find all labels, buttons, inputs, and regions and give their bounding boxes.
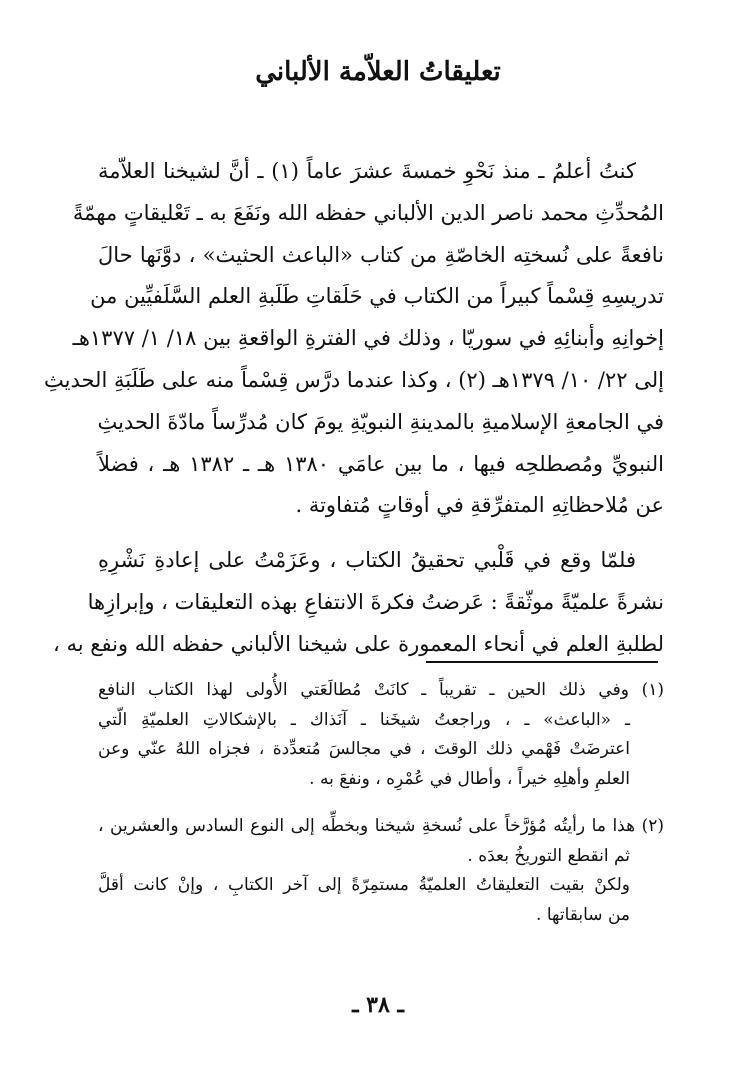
footnote-1 [98,676,664,794]
main-text [44,151,664,666]
paragraph-2 [53,540,664,665]
footnote-separator [426,661,658,663]
text-line: فلمّا وقع في قَلْبي تحقيقُ الكتاب ، وعَزَمْتُ على إعادةِ نَشْرِهِ [98,548,636,573]
text-line: النبويِّ ومُصطلحِه فيها ، ما بين عامَي ١٣٨٠ هـ ـ ١٣٨٢ هـ ، فضلاً [98,451,664,476]
text-line: إخوانِهِ وأبنائِهِ في سوريّا ، وذلك في الفترةِ الواقعةِ بين ١٨/ ١/ ١٣٧٧هـ [72,326,664,351]
footnote-line: ولكنْ بقيت التعليقاتُ العلميّةُ مستمِرّةً إلى آخر الكتابِ ، وإنْ كانت أقلَّ [98,875,630,895]
footnote-line: ثم انقطع التوريخُ بعدَه . [467,845,630,866]
footnotes [98,676,664,948]
footnote-line: اعترضَتْ فَهْمي ذلك الوقتَ ، في مجالسَ مُتعدِّدة ، فجزاه اللهُ عنّي وعن [98,739,630,759]
paragraph-gap [98,527,664,540]
footnote-line: من سابقاتها . [536,904,630,925]
text-line: في الجامعةِ الإسلاميةِ بالمدينةِ النبويّةِ يومَ كان مُدرِّساً مادّةَ الحديثِ [97,409,664,434]
footnote-line: (٢) هذا ما رأيتُه مُؤرَّخاً على نُسخةِ شيخنا وبخطِّه إلى النوع السادس والعشرين ، [98,816,664,836]
running-header: تعليقاتُ العلاّمة الألباني [255,57,501,87]
text-line: نشرةً علميّةً موثّقةً : عَرضتُ فكرةَ الانتفاعِ بهذه التعليقات ، وإبرازِها [87,589,664,614]
text-line: كنتُ أعلمُ ـ منذ نَحْوِ خمسةَ عشرَ عاماً (١) ـ أنَّ لشيخنا العلاّمة [98,159,636,183]
text-line: لطلبةِ العلم في أنحاء المعمورة على شيخنا الألباني حفظه الله ونفع به ، [53,631,664,656]
text-line: إلى ٢٢/ ١٠/ ١٣٧٩هـ (٢) ، وكذا عندما درَّس قِسْماً منه على طَلَبَةِ الحديثِ [44,367,664,392]
text-line: تدريسِهِ قِسْماً كبيراً من الكتاب في حَلَقاتِ طَلَبةِ العلم السَّلَفيِّين من [90,284,664,309]
text-line: المُحدِّثِ محمد ناصر الدين الألباني حفظه الله ونَفَعَ به ـ تَعْليقاتٍ مهمّةً [72,200,664,225]
text-line: عن مُلاحظاتِهِ المتفرِّقةِ في أوقاتٍ مُتفاوتة . [295,493,664,518]
text-line: نافعةً على نُسختِه الخاصّةِ من كتاب «الباعث الحثيث» ، دوَّنَها حالَ [98,242,664,267]
page-number: ـ ٣٨ ـ [352,992,404,1018]
footnote-line: ـ «الباعث» ـ ، وراجعتُ شيخَنا ـ آنَذاك ـ بالإشكالاتِ العلميّةِ الّتي [98,709,630,730]
paragraph-1 [44,151,664,527]
footnote-line: (١) وفي ذلك الحين ـ تقريباً ـ كانَتْ مُطالَعَتي الأُولى لهذا الكتاب النافع [98,680,664,700]
footnote-2 [98,812,664,930]
footnote-line: العلمِ وأهلِهِ خيراً ، وأطال في عُمْرِه ، ونفعَ به . [309,768,630,789]
